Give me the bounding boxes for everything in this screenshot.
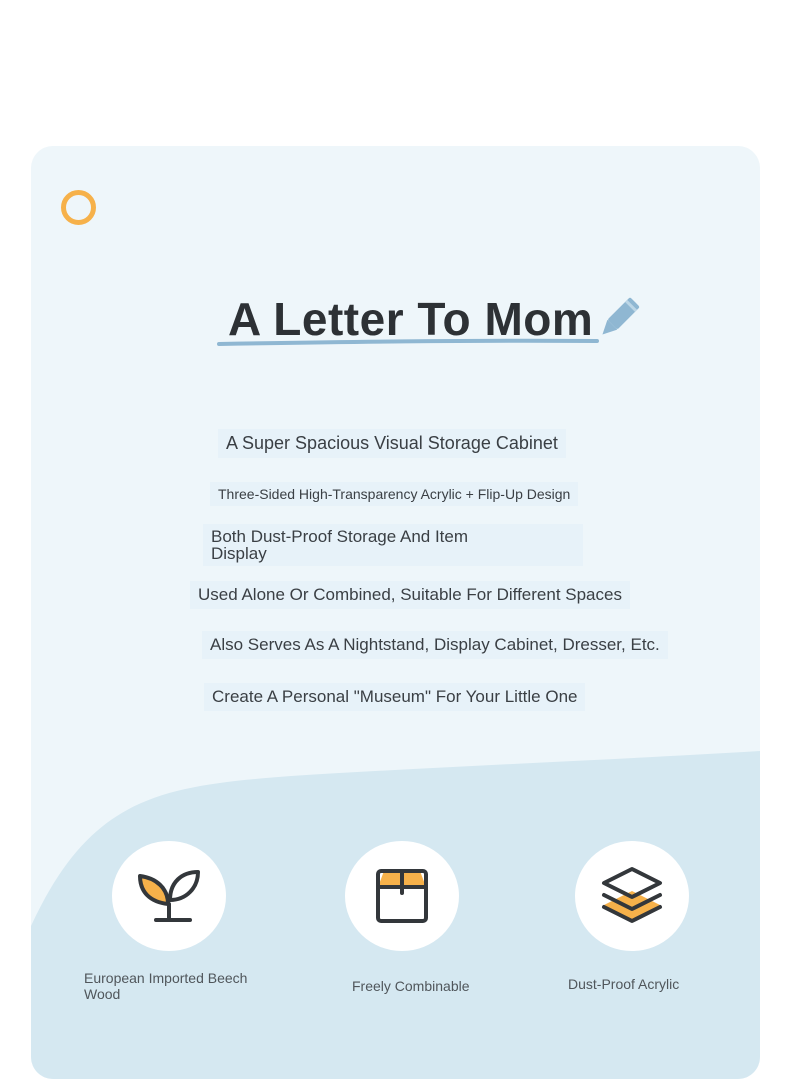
feature-line-4: Used Alone Or Combined, Suitable For Different Spaces bbox=[190, 581, 630, 609]
feature-icon-circle bbox=[575, 841, 689, 951]
brush-underline bbox=[217, 334, 607, 350]
feature-icon-circle bbox=[112, 841, 226, 951]
feature-icon-circle bbox=[345, 841, 459, 951]
box-icon bbox=[372, 867, 432, 925]
feature-line-2: Three-Sided High-Transparency Acrylic + Flip-Up Design bbox=[210, 482, 578, 506]
feature-label: Freely Combinable bbox=[352, 978, 470, 994]
feature-label: Dust-Proof Acrylic bbox=[568, 976, 680, 992]
feature-line-3: Both Dust-Proof Storage And Item Display bbox=[203, 524, 583, 566]
feature-label: European Imported Beech Wood bbox=[84, 970, 248, 1002]
page-title: A Letter To Mom bbox=[228, 293, 594, 345]
content-card bbox=[31, 146, 760, 1079]
pencil-icon bbox=[593, 293, 643, 345]
feature-line-6: Create A Personal "Museum" For Your Little One bbox=[204, 683, 585, 711]
layers-icon bbox=[600, 865, 664, 927]
feature-line-5: Also Serves As A Nightstand, Display Cabinet, Dresser, Etc. bbox=[202, 631, 668, 659]
feature-line-1: A Super Spacious Visual Storage Cabinet bbox=[218, 429, 566, 458]
sprout-icon bbox=[134, 866, 204, 926]
ring-icon bbox=[61, 190, 96, 225]
